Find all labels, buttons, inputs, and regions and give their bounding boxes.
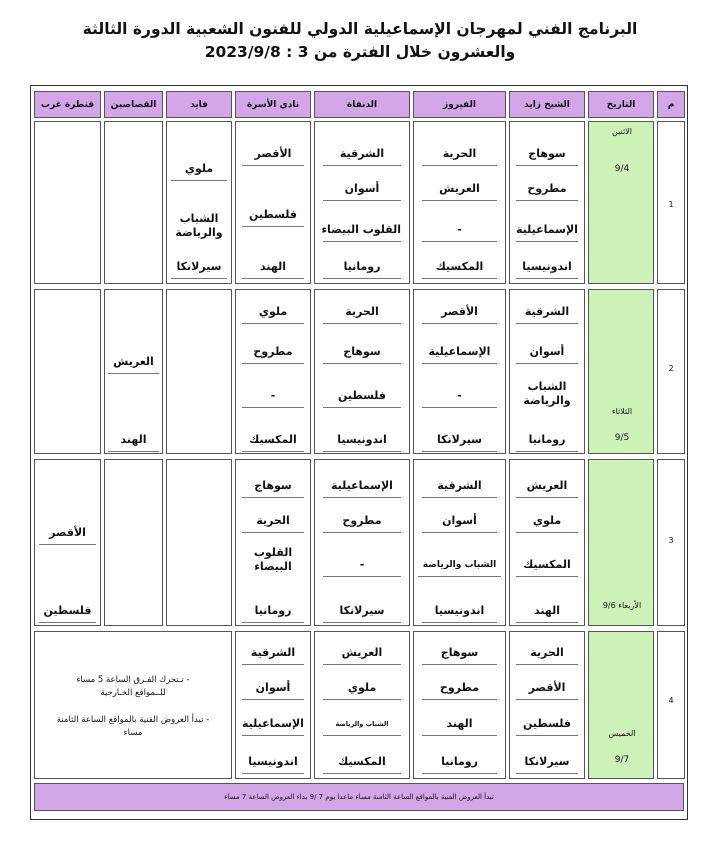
venue-cell: العريش bbox=[108, 351, 159, 374]
day3-fayrouz bbox=[413, 459, 506, 626]
day3-qantara bbox=[34, 459, 101, 626]
venue-cell: مطروح bbox=[516, 178, 578, 201]
day3-qassasin bbox=[104, 459, 163, 626]
header-num: م bbox=[657, 91, 685, 118]
venue-cell: فلسطين bbox=[39, 600, 96, 623]
venue-cell: اندونيسيا bbox=[242, 751, 304, 774]
venue-line: البيضاء bbox=[254, 560, 292, 573]
day1-nadi bbox=[235, 121, 311, 284]
day3-date-cell bbox=[588, 459, 654, 626]
day1-danafa bbox=[314, 121, 410, 284]
day1-zayed bbox=[509, 121, 585, 284]
day2-fayed bbox=[166, 289, 232, 454]
venue-cell: الحرية bbox=[323, 301, 401, 324]
venue-cell: الإسماعيلية bbox=[516, 219, 578, 242]
day4-date-cell bbox=[588, 631, 654, 779]
venue-line: الشباب bbox=[527, 380, 567, 393]
venue-cell: سوهاج bbox=[242, 475, 304, 498]
day2-danafa bbox=[314, 289, 410, 454]
venue-cell: سيرلانكا bbox=[323, 600, 401, 623]
day3-name: الأربعاء 9/6 bbox=[602, 601, 642, 610]
header-zayed: الشيخ زايد bbox=[509, 91, 585, 118]
notes-transport bbox=[41, 674, 225, 700]
day4-date: 9/7 bbox=[614, 755, 630, 765]
venue-cell: الشرقية bbox=[323, 143, 401, 166]
venue-cell: المكسيك bbox=[323, 751, 401, 774]
venue-cell: - bbox=[422, 219, 497, 242]
day3-danafa bbox=[314, 459, 410, 626]
venue-cell: أسوان bbox=[516, 341, 578, 364]
venue-cell: الشرقية bbox=[242, 642, 304, 665]
note-line: - تـتحرك الفـرق الساعة 5 مساء bbox=[76, 675, 190, 685]
day1-name: الاثنين bbox=[612, 127, 632, 136]
venue-cell: العريش bbox=[323, 642, 401, 665]
header-fayed: فايد bbox=[166, 91, 232, 118]
day2-qassasin bbox=[104, 289, 163, 454]
header-fayrouz: الفيروز bbox=[413, 91, 506, 118]
day4-notes-cell bbox=[34, 631, 232, 779]
venue-cell: سيرلانكا bbox=[422, 429, 497, 452]
venue-cell: مطروح bbox=[323, 510, 401, 533]
venue-cell: رومانيا bbox=[242, 600, 304, 623]
venue-cell: رومانيا bbox=[323, 256, 401, 279]
header-danafa: الدنفاة bbox=[314, 91, 410, 118]
day4-name: الخميس bbox=[608, 729, 636, 738]
venue-cell: سوهاج bbox=[516, 143, 578, 166]
venue-cell bbox=[242, 546, 304, 574]
venue-cell: الإسماعيلية bbox=[323, 475, 401, 498]
day1-num: 1 bbox=[668, 200, 674, 209]
day2-num-cell bbox=[657, 289, 685, 454]
venue-cell: فلسطين bbox=[323, 385, 401, 408]
venue-cell: - bbox=[323, 554, 401, 577]
venue-cell: الشباب والرياضة bbox=[323, 713, 401, 736]
venue-cell: ملوي bbox=[242, 301, 304, 324]
venue-cell bbox=[516, 380, 578, 408]
venue-cell: سيرلانكا bbox=[171, 256, 227, 279]
venue-cell: الشباب والرياضة bbox=[418, 554, 501, 577]
venue-cell: ملوي bbox=[171, 158, 227, 181]
venue-cell: - bbox=[242, 385, 304, 408]
day1-qantara bbox=[34, 121, 101, 284]
schedule-table bbox=[30, 85, 688, 820]
header-qantara: قنطرة غرب bbox=[34, 91, 101, 118]
venue-cell: العريش bbox=[516, 475, 578, 498]
venue-line: والرياضة bbox=[175, 226, 223, 239]
header-nadi: نادي الأسرة bbox=[235, 91, 311, 118]
day3-nadi bbox=[235, 459, 311, 626]
day4-nadi bbox=[235, 631, 311, 779]
venue-cell: أسوان bbox=[323, 178, 401, 201]
venue-cell: الحرية bbox=[422, 143, 497, 166]
day2-date: 9/5 bbox=[614, 433, 630, 443]
title-line-1: البرنامج الفني لمهرجان الإسماعيلية الدولي للفنون الشعبية الدورة الثالثة bbox=[82, 20, 638, 38]
header-qassasin: القصاصين bbox=[104, 91, 163, 118]
venue-cell: سوهاج bbox=[323, 341, 401, 364]
venue-line: والرياضة bbox=[523, 394, 571, 407]
venue-cell: أسوان bbox=[242, 677, 304, 700]
note-line: مساء bbox=[123, 728, 143, 738]
venue-cell: الشرقية bbox=[516, 301, 578, 324]
day2-num: 2 bbox=[668, 364, 674, 373]
venue-cell: الهند bbox=[242, 256, 304, 279]
venue-cell: ملوي bbox=[323, 677, 401, 700]
venue-cell: الشرقية bbox=[422, 475, 497, 498]
day3-fayed bbox=[166, 459, 232, 626]
venue-cell: فلسطين bbox=[516, 713, 578, 736]
venue-cell: المكسيك bbox=[516, 554, 578, 577]
title-line-2: والعشرون خلال الفترة من 3 : 2023/9/8 bbox=[204, 43, 516, 61]
day1-qassasin bbox=[104, 121, 163, 284]
venue-cell bbox=[171, 212, 227, 240]
venue-cell: الإسماعيلية bbox=[422, 341, 497, 364]
day4-danafa bbox=[314, 631, 410, 779]
venue-cell: الأقصر bbox=[516, 677, 578, 700]
venue-cell: الهند bbox=[422, 713, 497, 736]
day2-qantara bbox=[34, 289, 101, 454]
day1-fayrouz bbox=[413, 121, 506, 284]
day1-num-cell bbox=[657, 121, 685, 284]
venue-line: الشباب bbox=[179, 212, 219, 225]
day4-zayed bbox=[509, 631, 585, 779]
venue-cell: الأقصر bbox=[39, 522, 96, 545]
venue-line: القلوب bbox=[253, 546, 293, 559]
venue-cell: أسوان bbox=[422, 510, 497, 533]
venue-cell: - bbox=[422, 385, 497, 408]
day2-date-cell bbox=[588, 289, 654, 454]
venue-cell: فلسطين bbox=[242, 204, 304, 227]
venue-cell: اندونيسيا bbox=[516, 256, 578, 279]
day4-num-cell bbox=[657, 631, 685, 779]
day1-date: 9/4 bbox=[614, 164, 630, 174]
day2-nadi bbox=[235, 289, 311, 454]
day1-fayed bbox=[166, 121, 232, 284]
venue-cell: الحرية bbox=[242, 510, 304, 533]
venue-cell: مطروح bbox=[242, 341, 304, 364]
venue-cell: اندونيسيا bbox=[323, 429, 401, 452]
note-line: للــمواقع الخـارجية bbox=[100, 688, 166, 698]
page-title bbox=[60, 18, 660, 64]
venue-cell: الحرية bbox=[516, 642, 578, 665]
venue-cell: مطروح bbox=[422, 677, 497, 700]
header-date: التاريخ bbox=[588, 91, 654, 118]
day2-name: الثلاثاء bbox=[611, 407, 633, 416]
day3-zayed bbox=[509, 459, 585, 626]
day2-fayrouz bbox=[413, 289, 506, 454]
venue-cell: اندونيسيا bbox=[422, 600, 497, 623]
venue-cell: ملوي bbox=[516, 510, 578, 533]
day2-zayed bbox=[509, 289, 585, 454]
venue-cell: العريش bbox=[422, 178, 497, 201]
venue-cell: القلوب البيضاء bbox=[323, 219, 401, 242]
day4-fayrouz bbox=[413, 631, 506, 779]
venue-cell: الإسماعيلية bbox=[242, 713, 304, 736]
venue-cell: رومانيا bbox=[422, 751, 497, 774]
footer-note: تبدأ العروض الفنية بالمواقع الساعة الثامنة مساء ماعدا يوم 7 /9 بداء العروض الساعة 7 مساء bbox=[34, 783, 684, 811]
venue-cell: الهند bbox=[108, 429, 159, 452]
venue-cell: رومانيا bbox=[516, 429, 578, 452]
day1-date-cell bbox=[588, 121, 654, 284]
day4-num: 4 bbox=[668, 696, 674, 705]
venue-cell: الأقصر bbox=[242, 143, 304, 166]
venue-cell: المكسيك bbox=[422, 256, 497, 279]
venue-cell: سوهاج bbox=[422, 642, 497, 665]
day3-num: 3 bbox=[668, 536, 674, 545]
venue-cell: الهند bbox=[516, 600, 578, 623]
venue-cell: سيرلانكا bbox=[516, 751, 578, 774]
note-line: - تبدأ العروض الفنية بالمواقع الساعة الثامنة bbox=[56, 715, 210, 725]
notes-showtime bbox=[41, 714, 225, 740]
venue-cell: الأقصر bbox=[422, 301, 497, 324]
venue-cell: المكسيك bbox=[242, 429, 304, 452]
day3-num-cell bbox=[657, 459, 685, 626]
